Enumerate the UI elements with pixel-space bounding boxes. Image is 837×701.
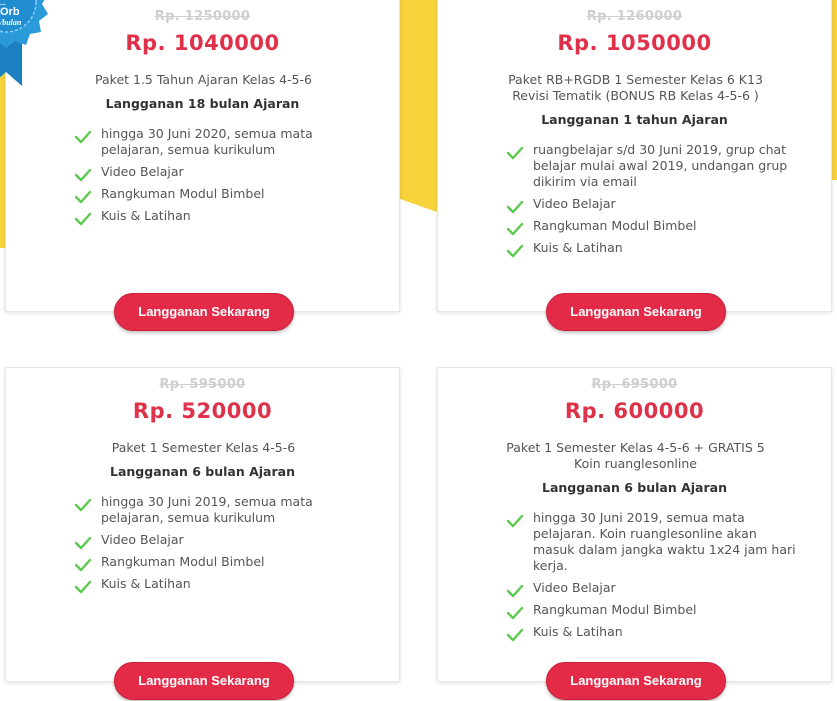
plan-card (5, 0, 400, 319)
plan-duration: Langganan 6 bulan Ajaran (110, 464, 295, 479)
price: Rp. 1040000 (125, 31, 280, 55)
check-icon (506, 584, 524, 598)
check-icon (74, 212, 92, 226)
plan-description: Paket RB+RGDB 1 Semester Kelas 6 K13 Revisi Tematik (BONUS RB Kelas 4-5-6 ) (508, 72, 763, 103)
feature-item (506, 580, 796, 596)
feature-item (506, 624, 796, 640)
feature-item (74, 532, 364, 548)
feature-text: Rangkuman Modul Bimbel (101, 186, 265, 201)
price: Rp. 1050000 (557, 31, 712, 55)
feature-text: Video Belajar (101, 164, 184, 179)
feature-text: Video Belajar (533, 580, 616, 595)
plan-card (437, 367, 832, 688)
check-icon (506, 628, 524, 642)
check-icon (74, 190, 92, 204)
price: Rp. 600000 (564, 399, 705, 423)
feature-item (506, 142, 796, 190)
feature-item (74, 208, 364, 224)
feature-text: Video Belajar (101, 532, 184, 547)
feature-item (74, 494, 364, 526)
check-icon (74, 168, 92, 182)
old-price: Rp. 595000 (159, 377, 246, 392)
feature-text: Rangkuman Modul Bimbel (101, 554, 265, 569)
check-icon (74, 580, 92, 594)
feature-item (74, 186, 364, 202)
feature-item (74, 576, 364, 592)
check-icon (506, 222, 524, 236)
plan-description: Paket 1 Semester Kelas 4-5-6 + GRATIS 5 Koin ruanglesonline (506, 440, 765, 471)
feature-text: hingga 30 Juni 2019, semua mata pelajaran, semua kurikulum (101, 494, 313, 525)
feature-text: Rangkuman Modul Bimbel (533, 218, 697, 233)
feature-text: Kuis & Latihan (533, 624, 623, 639)
feature-list (74, 126, 364, 224)
feature-text: Video Belajar (533, 196, 616, 211)
feature-list (74, 494, 364, 592)
check-icon (506, 244, 524, 258)
subscribe-button[interactable]: Langganan Sekarang (114, 293, 294, 331)
old-price: Rp. 1260000 (586, 9, 683, 24)
feature-item (506, 602, 796, 618)
feature-text: Kuis & Latihan (533, 240, 623, 255)
check-icon (74, 558, 92, 572)
plan-description: Paket 1.5 Tahun Ajaran Kelas 4-5-6 (95, 72, 312, 87)
feature-item (506, 196, 796, 212)
feature-text: hingga 30 Juni 2020, semua mata pelajaran, semua kurikulum (101, 126, 313, 157)
check-icon (74, 130, 92, 144)
subscribe-button[interactable]: Langganan Sekarang (546, 662, 726, 700)
feature-text: ruangbelajar s/d 30 Juni 2019, grup chat belajar mulai awal 2019, undangan grup dikirim via email (533, 142, 788, 189)
feature-item (506, 240, 796, 256)
feature-text: hingga 30 Juni 2019, semua mata pelajaran. Koin ruanglesonline akan masuk dalam jangka waktu 1x24 jam hari kerja. (533, 510, 796, 573)
subscribe-button[interactable]: Langganan Sekarang (114, 662, 294, 700)
feature-text: Kuis & Latihan (101, 576, 191, 591)
feature-text: Kuis & Latihan (101, 208, 191, 223)
check-icon (74, 536, 92, 550)
promo-badge (0, 0, 52, 48)
check-icon (506, 514, 524, 528)
feature-item (506, 510, 796, 574)
old-price: Rp. 695000 (591, 377, 678, 392)
plan-duration: Langganan 6 bulan Ajaran (542, 480, 727, 495)
price: Rp. 520000 (132, 399, 273, 423)
feature-item (506, 218, 796, 234)
plan-duration: Langganan 1 tahun Ajaran (541, 112, 728, 127)
feature-list (506, 510, 796, 640)
plan-description: Paket 1 Semester Kelas 4-5-6 (111, 440, 296, 455)
feature-item (74, 126, 364, 158)
check-icon (506, 146, 524, 160)
feature-text: Rangkuman Modul Bimbel (533, 602, 697, 617)
feature-list (506, 142, 796, 256)
check-icon (506, 606, 524, 620)
check-icon (506, 200, 524, 214)
plan-card (437, 0, 832, 319)
feature-item (74, 554, 364, 570)
badge-text: ... Orb /bulan (0, 0, 22, 27)
subscribe-button[interactable]: Langganan Sekarang (546, 293, 726, 331)
feature-item (74, 164, 364, 180)
plan-card (5, 367, 400, 688)
check-icon (74, 498, 92, 512)
old-price: Rp. 1250000 (154, 9, 251, 24)
plan-duration: Langganan 18 bulan Ajaran (105, 96, 300, 111)
